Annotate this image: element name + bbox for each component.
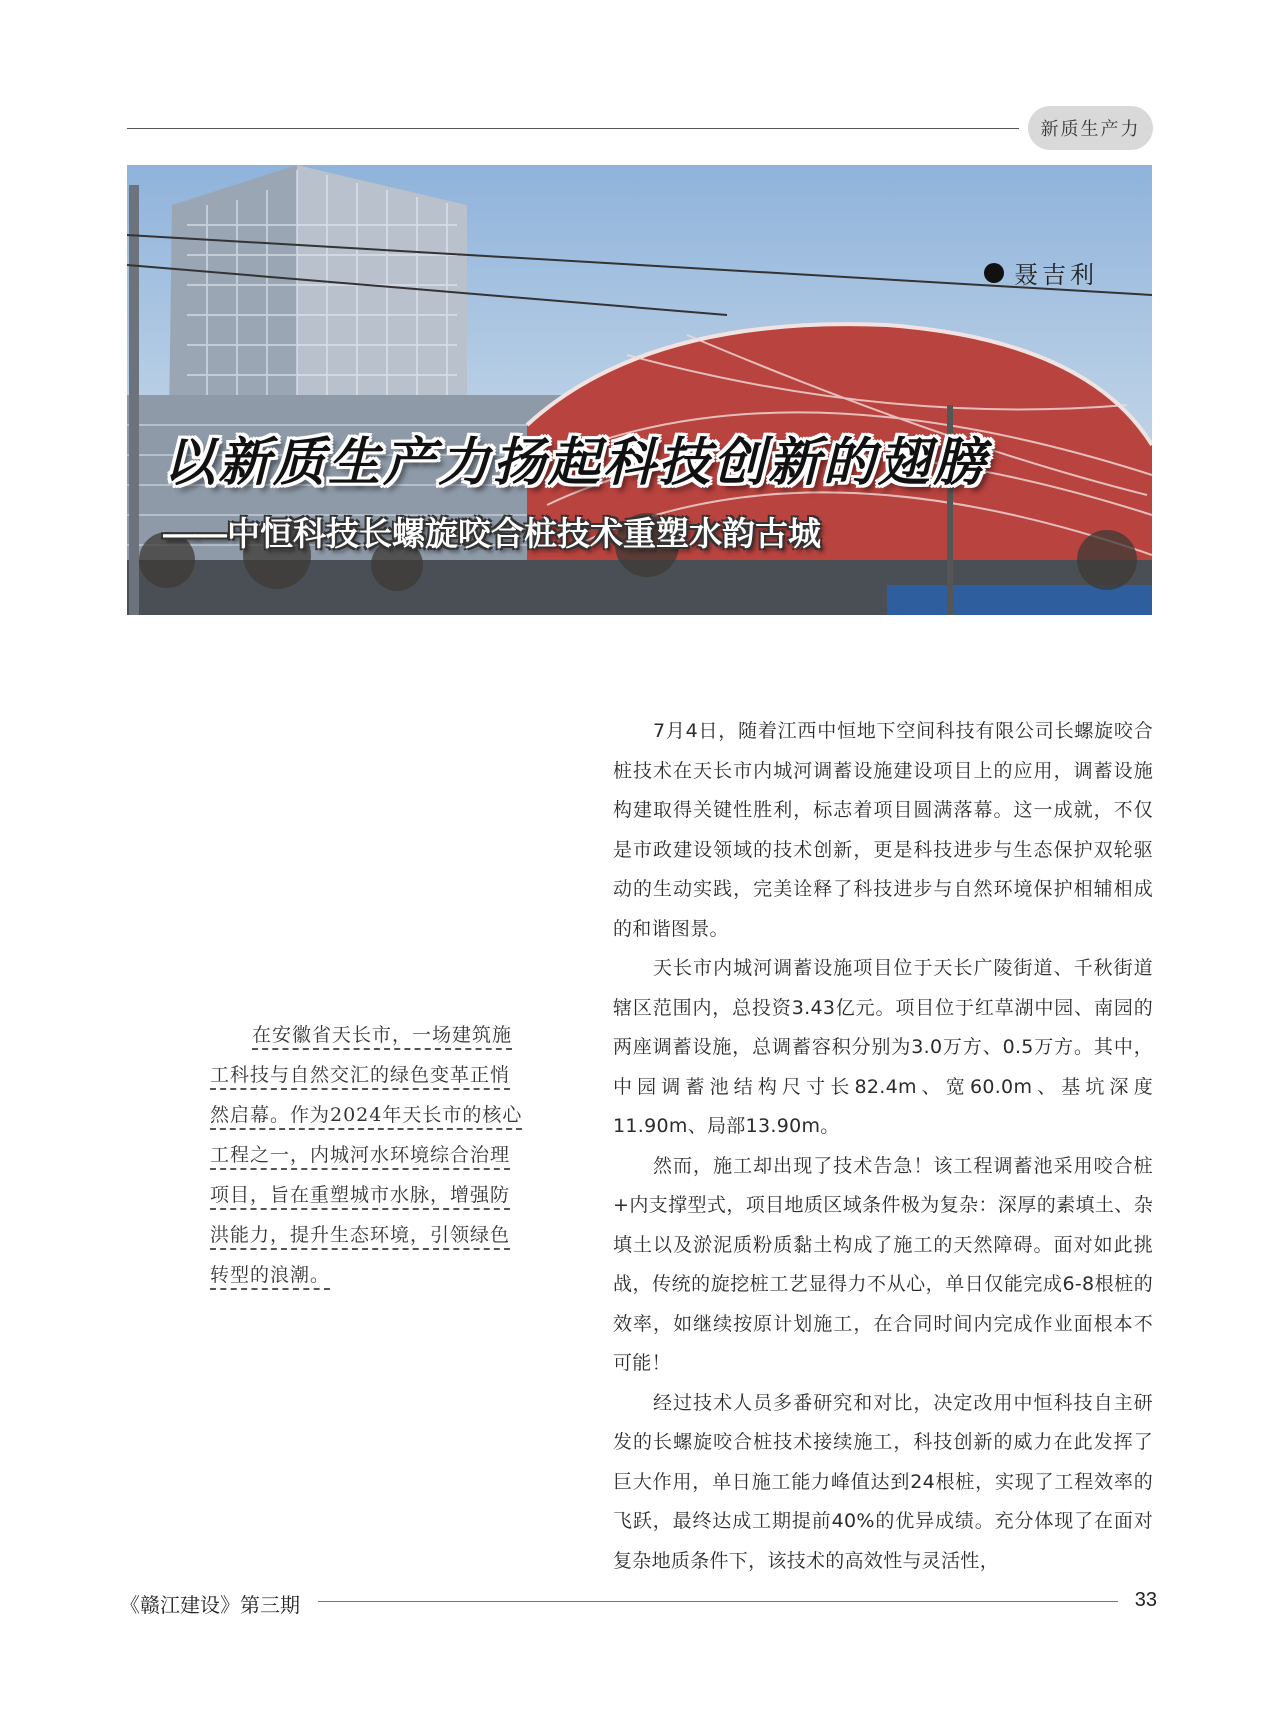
header-rule (127, 128, 1019, 129)
paragraph: 然而，施工却出现了技术告急！该工程调蓄池采用咬合桩+内支撑型式，项目地质区域条件极为复杂：深厚的素填土、杂填土以及淤泥质粉质黏土构成了施工的天然障碍。面对如此挑战，传统的旋挖桩工艺显得力不从心，单日仅能完成6-8根桩的效率，如继续按原计划施工，在合同时间内完成作业面根本不可能！ (613, 1154, 1153, 1374)
footer-rule (318, 1601, 1118, 1602)
author-byline (984, 255, 1098, 290)
subtitle-dash: —— (163, 515, 225, 552)
journal-title: 《赣江建设》第三期 (120, 1593, 300, 1617)
article-subtitle (163, 508, 821, 555)
article-body (613, 712, 1153, 1581)
article-title: 以新质生产力扬起科技创新的翅膀 (163, 432, 989, 493)
author-name: 聂吉利 (1014, 261, 1098, 289)
page-number: 33 (1134, 1589, 1157, 1611)
paragraph: 经过技术人员多番研究和对比，决定改用中恒科技自主研发的长螺旋咬合桩技术接续施工，科技创新的威力在此发挥了巨大作用，单日施工能力峰值达到24根桩，实现了工程效率的飞跃，最终达成工期提前40%的优异成绩。充分体现了在面对复杂地质条件下，该技术的高效性与灵活性， (613, 1391, 1153, 1572)
bullet-icon (984, 263, 1004, 283)
pull-quote-text: 在安徽省天长市，一场建筑施工科技与自然交汇的绿色变革正悄然启幕。作为2024年天长市的核心工程之一，内城河水环境综合治理项目，旨在重塑城市水脉，增强防洪能力，提升生态环境，引领绿色转型的浪潮。 (210, 1024, 522, 1290)
paragraph: 7月4日，随着江西中恒地下空间科技有限公司长螺旋咬合桩技术在天长市内城河调蓄设施建设项目上的应用，调蓄设施构建取得关键性胜利，标志着项目圆满落幕。这一成就，不仅是市政建设领域的技术创新，更是科技进步与生态保护双轮驱动的生动实践，完美诠释了科技进步与自然环境保护相辅相成的和谐图景。 (613, 720, 1153, 940)
section-tab: 新质生产力 (1028, 106, 1153, 150)
paragraph: 天长市内城河调蓄设施项目位于天长广陵街道、千秋街道辖区范围内，总投资3.43亿元。项目位于红草湖中园、南园的两座调蓄设施，总调蓄容积分别为3.0万方、0.5万方。其中，中园调蓄池结构尺寸长82.4m、宽60.0m、基坑深度11.90m、局部13.90m。 (613, 957, 1153, 1137)
pull-quote (210, 1015, 528, 1295)
banner-photo (127, 165, 1152, 615)
subtitle-text: 中恒科技长螺旋咬合桩技术重塑水韵古城 (227, 515, 821, 552)
